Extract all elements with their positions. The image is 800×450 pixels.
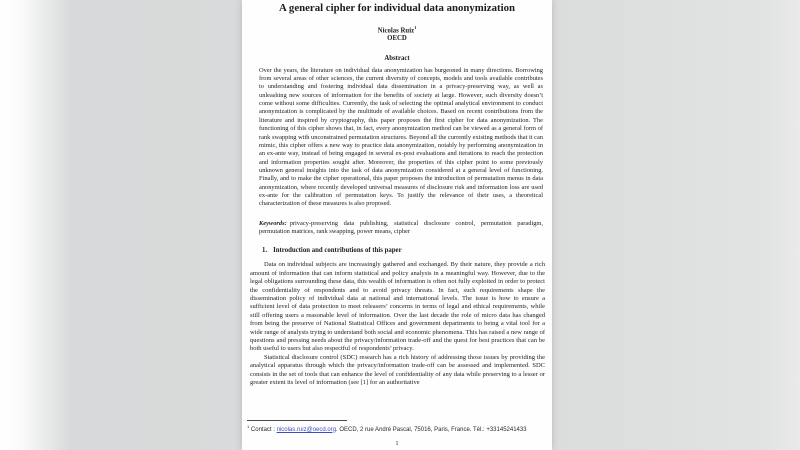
author-affiliation: OECD (387, 34, 407, 42)
keywords-text: privacy-preserving data publishing, statistical disclosure control, permutation paradigm, permutation matrices, rank swapping, power means, cipher (259, 219, 543, 236)
section-number: 1. (262, 247, 268, 255)
page-number: 1 (395, 440, 399, 447)
intro-paragraph-1: Data on individual subjects are increasingly gathered and exchanged. By their nature, they provide a rich amount of information that can inform statistical and policy analysis in a meaningful way. However, due to the legal obligations surrounding these data, this wealth of information is often not fully exploited in order to protect the confidentiality of respondents and to avoid privacy threats. In fact, such requirements shape the dissemination policy of individual data at national and international levels. The issue is how to ensure a sufficient level of data protection to meet releasers’ concerns in terms of legal and ethical requirements, while still offering users a reasonable level of information. Over the last decade the role of micro data has changed from being the preserve of National Statistical Offices and government departments to being a vital tool for a wide range of analysts trying to understand both social and economic phenomena. This has raised a new range of questions and pressing needs about the privacy/information trade-off and the quest for best practices that can be both useful to users but also respectful of respondents’ privacy. (250, 261, 545, 353)
section-title: Introduction and contributions of this paper (273, 247, 402, 255)
author-footnote-marker: 1 (414, 24, 417, 30)
section-1-heading (262, 247, 545, 255)
footnote (247, 423, 547, 435)
email-link[interactable]: nicolas.ruiz@oecd.org (276, 426, 337, 433)
author-block (242, 24, 552, 43)
abstract-text: Over the years, the literature on individual data anonymization has burgeoned in many directions. Borrowing from several areas of other sciences, the current diversity of concepts, models and tools available contributes to understanding and fostering individual data dissemination in a privacy-preserving way, as well as unleashing new sources of information for the benefits of society at large. However, such diversity doesn’t come without some difficulties. Currently, the task of selecting the optimal analytical environment to conduct anonymization is complicated by the multitude of available choices. Based on recent contributions from the literature and inspired by cryptography, this paper proposes the first cipher for data anonymization. The functioning of this cipher shows that, in fact, every anonymization method can be viewed as a general form of rank swapping with unconstrained permutation structures. Beyond all the currently existing methods that it can mimic, this cipher offers a new way to practice data anonymization, notably by performing anonymization in an ex-ante way, instead of being engaged in several ex-post evaluations and iterations to reach the protection and information properties sought after. Moreover, the properties of this cipher point to some previously unknown general insights into the task of data anonymization considered at a general level of functioning. Finally, and to make the cipher operational, this paper proposes the introduction of permutation menus in data anonymization, where recently developed universal measures of disclosure risk and information loss are used ex-ante for the calibration of permutation keys. To justify the relevance of their uses, a theoretical characterization of these measures is also proposed. (259, 66, 543, 208)
keywords-line (259, 220, 543, 237)
document-page (242, 0, 552, 450)
author-name (242, 24, 552, 35)
author-name-text: Nicolas Ruiz (377, 26, 415, 34)
intro-paragraph-2: Statistical disclosure control (SDC) research has a rich history of addressing those issues by providing the analytical apparatus through which the privacy/information trade-off can be assessed and implemented. SDC consists in the set of tools that can enhance the level of confidentiality of any data while preserving to a lesser or greater extent its level of information (see [1] for an authoritative (250, 353, 545, 387)
footnote-prefix: Contact : (250, 426, 277, 433)
page-footer (242, 420, 552, 449)
keywords-label: Keywords: (259, 219, 287, 227)
page-title: A general cipher for individual data anonymization (279, 2, 515, 14)
footnote-separator (247, 420, 347, 421)
abstract-heading: Abstract (384, 54, 410, 62)
footnote-suffix: . OECD, 2 rue André Pascal, 75016, Paris, France. Tél.: +33145241433 (336, 426, 527, 433)
footnote-marker: 1 (247, 423, 250, 429)
